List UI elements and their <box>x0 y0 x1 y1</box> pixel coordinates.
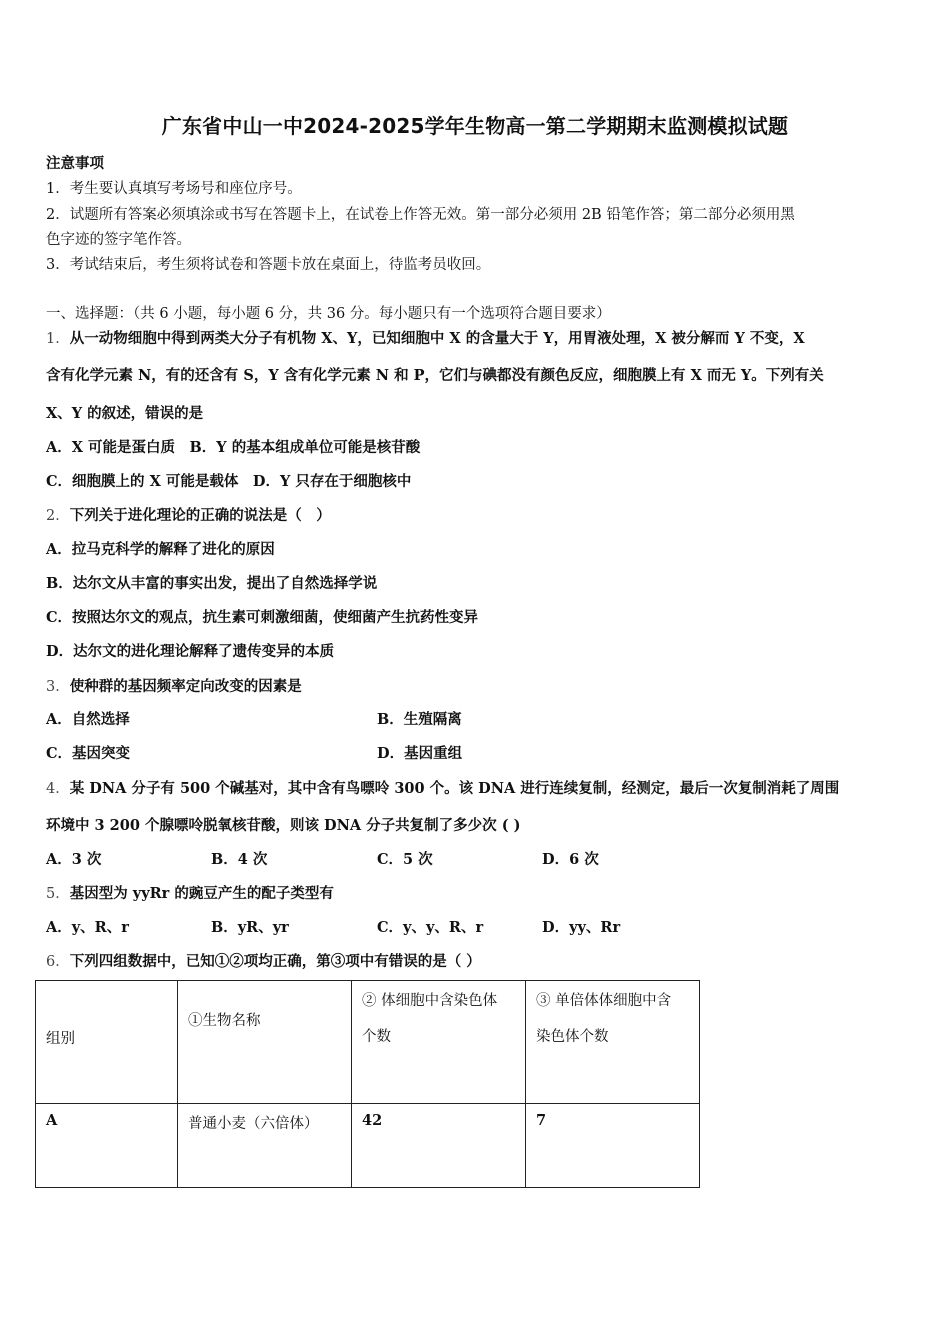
question-number: 3． <box>46 679 70 695</box>
table-header-row <box>36 981 700 1104</box>
question-text: 基因型为 yyRr 的豌豆产生的配子类型有 <box>69 885 334 902</box>
question-4-stem <box>46 777 839 798</box>
question-number: 1． <box>46 331 70 347</box>
header-group: 组别 <box>46 1031 75 1047</box>
question-number: 2． <box>46 508 70 524</box>
notice-heading: 注意事项 <box>46 155 104 172</box>
header-somatic-line1: ② 体细胞中含染色体 <box>362 993 498 1009</box>
question-text: 从一动物细胞中得到两类大分子有机物 X、Y，已知细胞中 X 的含量大于 Y，用胃液处理，X 被分解而 Y 不变，X <box>69 330 805 347</box>
question-5-stem <box>46 882 334 903</box>
table-header-cell <box>352 981 526 1104</box>
table-cell: 7 <box>526 1104 700 1188</box>
option-b: B．生殖隔离 <box>377 711 462 728</box>
question-number: 4． <box>46 781 70 797</box>
page-title: 广东省中山一中2024-2025学年生物高一第二学期期末监测模拟试题 <box>161 114 789 138</box>
header-haploid-line1: ③ 单倍体体细胞中含 <box>536 993 672 1009</box>
option-c: C．按照达尔文的观点，抗生素可刺激细菌，使细菌产生抗药性变异 <box>46 609 479 626</box>
question-number: 5． <box>46 886 70 902</box>
question-1-options-ab: A．X 可能是蛋白质 B．Y 的基本组成单位可能是核苷酸 <box>46 439 421 456</box>
question-6-stem <box>46 950 481 971</box>
question-text: 某 DNA 分子有 500 个碱基对，其中含有鸟嘌呤 300 个。该 DNA 进行连续复制，经测定，最后一次复制消耗了周围 <box>69 780 840 797</box>
table-cell: 普通小麦（六倍体） <box>178 1104 352 1188</box>
table-header-cell <box>178 981 352 1104</box>
section-heading: 一、选择题：（共 6 小题，每小题 6 分，共 36 分。每小题只有一个选项符合题目要求） <box>46 306 611 322</box>
question-1-options-cd: C．细胞膜上的 X 可能是载体 D．Y 只存在于细胞核中 <box>46 473 412 490</box>
table-cell: A <box>36 1104 178 1188</box>
option-d: D．6 次 <box>542 851 599 868</box>
option-b: B．4 次 <box>211 851 268 868</box>
option-a: A．y、R、r <box>46 919 129 936</box>
notice-item: 3．考试结束后，考生须将试卷和答题卡放在桌面上，待监考员收回。 <box>46 257 491 273</box>
question-1-stem-cont: X、Y 的叙述，错误的是 <box>46 405 204 422</box>
option-c: C．5 次 <box>377 851 433 868</box>
option-d: D．yy、Rr <box>542 919 621 936</box>
table-header-cell <box>526 981 700 1104</box>
notice-item: 1．考生要认真填写考场号和座位序号。 <box>46 181 302 197</box>
data-table <box>35 980 700 1188</box>
header-organism: ①生物名称 <box>188 1013 261 1029</box>
question-text: 下列关于进化理论的正确的说法是（ ） <box>69 507 331 524</box>
question-3-stem <box>46 675 302 696</box>
option-b: B．达尔文从丰富的事实出发，提出了自然选择学说 <box>46 575 378 592</box>
table-row <box>36 1104 700 1188</box>
option-c: C．y、y、R、r <box>377 919 484 936</box>
option-d: D．基因重组 <box>377 745 463 762</box>
notice-item: 2．试题所有答案必须填涂或书写在答题卡上，在试卷上作答无效。第一部分必须用 2B 铅笔作答；第二部分必须用黑 <box>46 207 795 223</box>
option-a: A．3 次 <box>46 851 102 868</box>
table-cell: 42 <box>352 1104 526 1188</box>
question-4-stem-cont: 环境中 3 200 个腺嘌呤脱氧核苷酸，则该 DNA 分子共复制了多少次 ( ) <box>46 817 521 834</box>
question-text: 使种群的基因频率定向改变的因素是 <box>69 678 302 695</box>
option-d: D．达尔文的进化理论解释了遗传变异的本质 <box>46 643 335 660</box>
header-somatic-line2: 个数 <box>362 1029 391 1045</box>
question-1-stem-cont: 含有化学元素 N，有的还含有 S，Y 含有化学元素 N 和 P，它们与碘都没有颜色反应，细胞膜上有 X 而无 Y。下列有关 <box>46 367 824 384</box>
option-a: A．拉马克科学的解释了进化的原因 <box>46 541 275 558</box>
question-number: 6． <box>46 954 70 970</box>
header-haploid-line2: 染色体个数 <box>536 1029 609 1045</box>
question-1-stem <box>46 327 805 348</box>
option-b: B．yR、yr <box>211 919 289 936</box>
option-a: A．自然选择 <box>46 711 130 728</box>
table-header-cell <box>36 981 178 1104</box>
question-2-stem <box>46 504 331 525</box>
notice-item: 色字迹的签字笔作答。 <box>46 232 191 248</box>
question-text: 下列四组数据中，已知①②项均正确，第③项中有错误的是（ ） <box>69 953 481 970</box>
option-c: C．基因突变 <box>46 745 131 762</box>
